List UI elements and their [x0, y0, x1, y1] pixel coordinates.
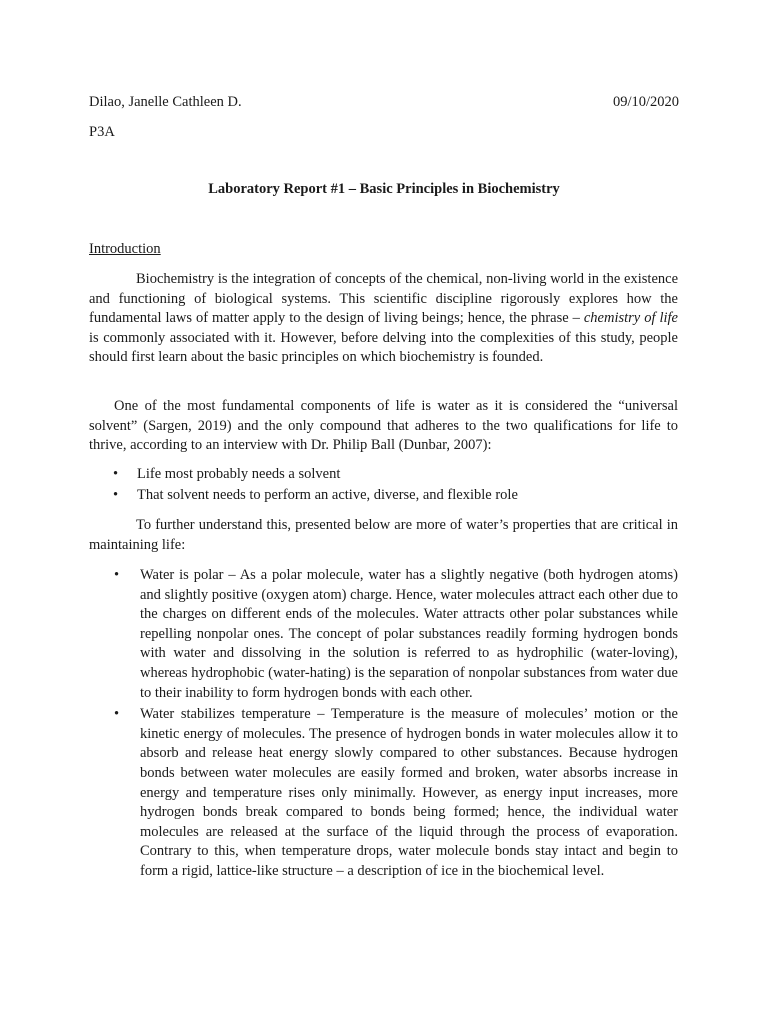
list-item: • Water is polar – As a polar molecule, water has a slightly negative (both hydrogen atoms) and slightly positive (oxygen atom) charge. Hence, water molecules attract each other due to the charges on different ends of the molecules. Water attracts other polar substances while repelling nonpolar ones. The concept of polar substances readily forming hydrogen bonds with water and dissolving in the solution is referred to as hydrophilic (water-loving), whereas hydrophobic (water-hating) is the separation of nonpolar substances from water due to their inability to form hydrogen bonds with each other.	[89, 566, 678, 703]
paragraph-properties-intro: To further understand this, presented below are more of water’s properties that are critical in maintaining life:	[89, 517, 678, 553]
list-item: • Water stabilizes temperature – Temperature is the measure of molecules’ motion or the kinetic energy of molecules. The presence of hydrogen bonds in water molecules allow it to absorb and release heat energy slowly compared to other substances. Because hydrogen bonds between water molecules are easily formed and broken, water absorbs increase in energy and temperature rises only minimally. However, as energy input increases, more hydrogen bonds break compared to bonds being formed; hence, the individual water molecules are released at the surface of the liquid through the process of evaporation. Contrary to this, when temperature drops, water molecule bonds stay intact and begin to form a rigid, lattice-like structure – a description of ice in the biochemical level.	[89, 705, 678, 881]
list-item: • That solvent needs to perform an active, diverse, and flexible role	[89, 485, 678, 506]
report-title: Laboratory Report #1 – Basic Principles in Biochemistry	[208, 181, 560, 197]
water-properties-list	[89, 566, 678, 884]
p1-text-end: is commonly associated with it. However, before delving into the complexities of this study, people should first learn about the basic principles on which biochemistry is founded.	[89, 329, 678, 365]
paragraph-biochemistry-definition	[89, 270, 678, 368]
author-name: Dilao, Janelle Cathleen D.	[89, 94, 242, 110]
header-line	[89, 94, 679, 111]
list-item: • Life most probably needs a solvent	[89, 464, 678, 485]
qualifications-list	[89, 464, 678, 506]
report-date: 09/10/2020	[612, 94, 679, 110]
class-section: P3A	[89, 124, 115, 140]
introduction-heading: Introduction	[89, 241, 161, 257]
p1-text-start: Biochemistry is the integration of concepts of the chemical, non-living world in the existence and functioning of biological systems. This scientific discipline rigorously explores how the fundamental laws of matter apply to the design of living beings; hence, the phrase –	[89, 271, 678, 326]
p1-italic-phrase: chemistry of life	[583, 310, 678, 326]
paragraph-water-solvent: One of the most fundamental components of life is water as it is considered the “universal solvent” (Sargen, 2019) and the only compound that adheres to the two qualifications for life to thrive, according to an interview with Dr. Philip Ball (Dunbar, 2007):	[89, 398, 678, 453]
